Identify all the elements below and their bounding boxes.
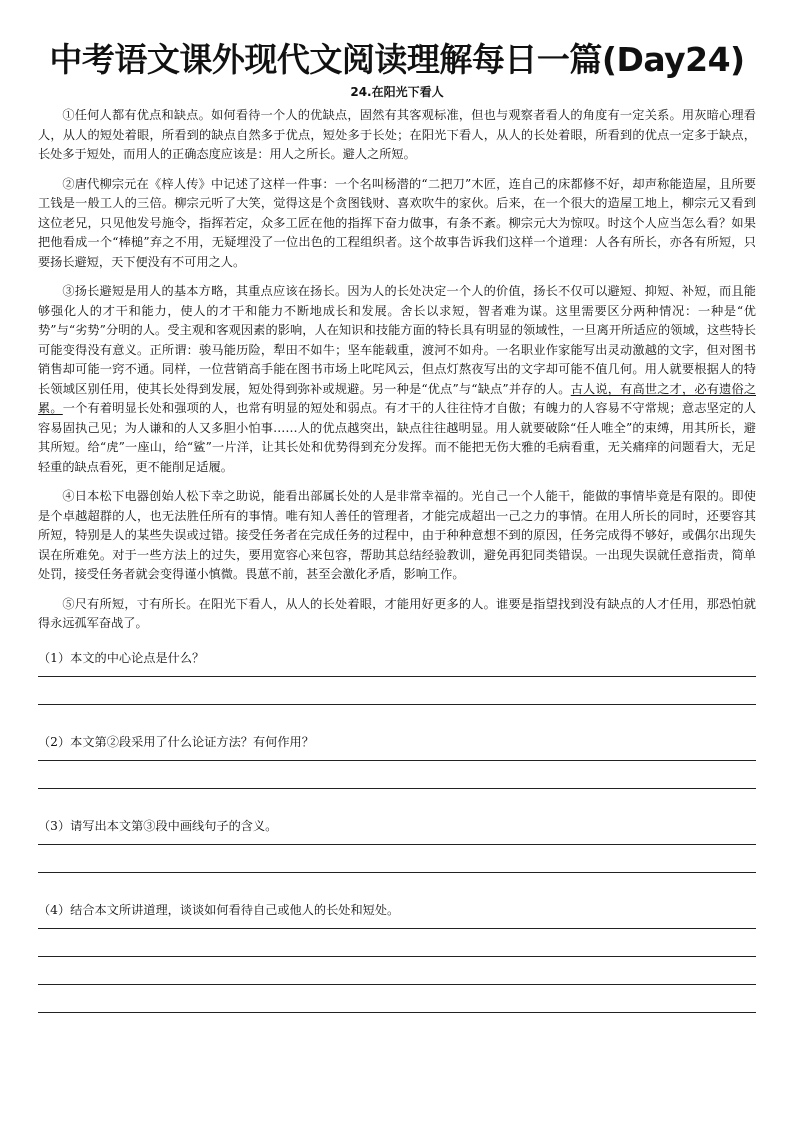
paragraph-3-text-after: 一个有着明显长处和强项的人，也常有明显的短处和弱点。有才干的人往往恃才自傲；有魄力的人容易不守常规；意志坚定的人容易固执己见；为人谦和的人又多胆小怕事……人的优点越突出，缺点往往越明显。用人就要破除“任人唯全”的束缚，用其所长，避其所短。给“虎”一座山，给“鲨”一片洋，让其长处和优势得到充分发挥。而不能把无伤大雅的毛病看重，无关痛痒的问题看大，无足轻重的缺点看死，更不能削足适履。 (38, 401, 756, 474)
question-3: （3）请写出本文第③段中画线句子的含义。 (38, 818, 278, 833)
paragraph-2: ②唐代柳宗元在《梓人传》中记述了这样一件事：一个名叫杨潜的“二把刀”木匠，连自己的床都修不好，却声称能造屋，且所要工钱是一般工人的三倍。柳宗元听了大笑，觉得这是个贪图钱财、喜欢吹牛的家伙。后来，在一个很大的造屋工地上，柳宗元又看到这位老兄，只见他发号施令，指挥若定，众多工匠在他的指挥下奋力做事，有条不紊。柳宗元大为惊叹。时这个人应当怎么看？如果把他看成一个“棒槌”弃之不用，无疑埋没了一位出色的工程组织者。这个故事告诉我们这样一个道理：人各有所长，亦各有所短，只要扬长避短，天下便没有不可用之人。 (38, 176, 756, 269)
answer-line (38, 676, 756, 677)
answer-line (38, 704, 756, 705)
worksheet-page (38, 0, 756, 1040)
paragraph-5: ⑤尺有所短，寸有所长。在阳光下看人，从人的长处着眼，才能用好更多的人。谁要是指望找到没有缺点的人才任用，那恐怕就得永远孤军奋战了。 (38, 596, 756, 630)
answer-line (38, 844, 756, 845)
question-block-1 (38, 648, 756, 705)
answer-line (38, 760, 756, 761)
paragraph-3-text-before: ③扬长避短是用人的基本方略，其重点应该在扬长。因为人的长处决定一个人的价值，扬长不仅可以避短、抑短、补短，而且能够强化人的才干和能力，使人的才干和能力不断地成长和发展。舍长以求短，智者难为谋。这里需要区分两种情况：一种是“优势”与“劣势”分明的人。受主观和客观因素的影响，人在知识和技能方面的特长具有明显的领域性，一旦离开所适应的领域，这些特长可能变得没有意义。正所谓：骏马能历险，犁田不如牛；坚车能载重，渡河不如舟。一名职业作家能写出灵动激越的文字，但对图书销售却可能一窍不通。同样，一位营销高手能在图书市场上叱咤风云，但点灯熬夜写出的文字却可能不值几何。用人就要根据人的特长领域区别任用，使其长处得到发展，短处得到弥补或规避。另一种是“优点”与“缺点”并存的人。 (38, 284, 756, 396)
answer-area-2[interactable] (38, 760, 756, 789)
question-block-3 (38, 816, 756, 873)
document-title: 中考语文课外现代文阅读理解每日一篇(Day24) (49, 40, 745, 79)
answer-line (38, 984, 756, 985)
question-4: （4）结合本文所讲道理，谈谈如何看待自己或他人的长处和短处。 (38, 902, 400, 917)
question-2: （2）本文第②段采用了什么论证方法？有何作用？ (38, 734, 314, 749)
paragraph-4: ④日本松下电器创始人松下幸之助说，能看出部属长处的人是非常幸福的。光自己一个人能干，能做的事情毕竟是有限的。即使是个卓越超群的人，也无法胜任所有的事情。唯有知人善任的管理者，才能完成超出一己之力的事情。在用人所长的同时，还要容其所短，特别是人的某些失误或过错。接受任务者在完成任务的过程中，由于种种意想不到的原因，任务完成得不够好，或偶尔出现失误在所难免。对于一些方法上的过失，要用宽容心来包容，帮助其总结经验教训，避免再犯同类错误。一出现失误就任意指责，简单处罚，接受任务者就会变得谨小慎微。畏葸不前，甚至会激化矛盾，影响工作。 (38, 489, 756, 581)
paragraph-1: ①任何人都有优点和缺点。如何看待一个人的优缺点，固然有其客观标准，但也与观察者看人的角度有一定关系。用灰暗心理看人，从人的短处着眼，所看到的缺点自然多于优点，短处多于长处；在阳光下看人，从人的长处着眼，所看到的优点一定多于缺点，长处多于短处，而用人的正确态度应该是：用人之所长。避人之所短。 (38, 108, 756, 161)
underlined-sentence: 古人说，有高世之才，必有遗俗之累。 (38, 381, 757, 415)
answer-line (38, 788, 756, 789)
paragraph-3 (38, 282, 756, 477)
question-block-2 (38, 732, 756, 789)
answer-line (38, 872, 756, 873)
article-title: 24.在阳光下看人 (350, 85, 444, 99)
answer-area-4[interactable] (38, 928, 756, 1013)
answer-area-3[interactable] (38, 844, 756, 873)
answer-line (38, 1012, 756, 1013)
answer-line (38, 956, 756, 957)
question-block-4 (38, 900, 756, 1013)
question-1: （1）本文的中心论点是什么？ (38, 650, 205, 665)
answer-line (38, 928, 756, 929)
answer-area-1[interactable] (38, 676, 756, 705)
